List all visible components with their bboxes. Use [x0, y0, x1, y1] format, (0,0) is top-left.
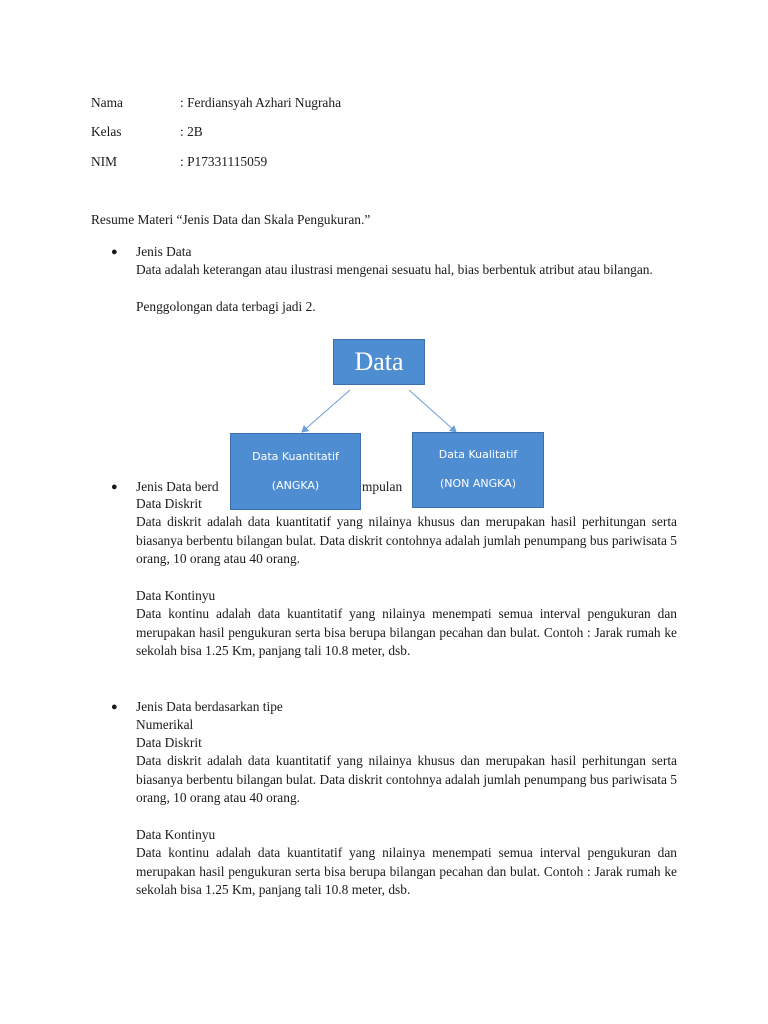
section3-sub2-body: Data kontinu adalah data kuantitatif yang nilainya menempati semua interval pengukuran dan merupakan hasil pengukuran serta bisa berupa bilangan pecahan dan bulat. Contoh : Jarak rumah ke sekolah bisa 1.25 Km, panjang tali 10.8 meter, dsb. [136, 845, 677, 897]
section2-heading-left: Jenis Data berd [136, 479, 219, 494]
bullet-icon: ● [111, 701, 118, 713]
diagram-right-box [412, 432, 544, 508]
section3-sub2-title: Data Kontinyu [136, 827, 216, 842]
section1-paragraph: Data adalah keterangan atau ilustrasi mengenai sesuatu hal, bias berbentuk atribut atau bilangan. [136, 262, 653, 277]
value-nim: : P17331115059 [180, 154, 268, 169]
arrow-left [302, 390, 350, 432]
label-nim: NIM [91, 154, 118, 169]
diagram-root-label: Data [354, 347, 404, 376]
value-nama: : Ferdiansyah Azhari Nugraha [180, 95, 342, 110]
value-kelas: : 2B [180, 124, 203, 139]
diagram-right-line2: (NON ANGKA) [439, 477, 517, 490]
document-title: Resume Materi “Jenis Data dan Skala Pengukuran.” [91, 212, 371, 227]
label-kelas: Kelas [91, 124, 122, 139]
section2-heading-right: mpulan [362, 479, 403, 494]
label-nama: Nama [91, 95, 123, 110]
diagram-left-line1: Data Kuantitatif [252, 450, 339, 463]
section2-sub1-body: Data diskrit adalah data kuantitatif yang nilainya khusus dan merupakan hasil perhitungan serta biasanya berbentu bilangan bulat. Data diskrit contohnya adalah jumlah penumpang bus pariwisata 5 orang, 10 orang atau 40 orang. [136, 514, 677, 566]
diagram-root-box [333, 339, 425, 385]
diagram-left-line2: (ANGKA) [271, 479, 320, 492]
section3-heading: Jenis Data berdasarkan tipe [136, 699, 283, 714]
arrow-right [409, 390, 456, 432]
diagram-arrows [0, 0, 768, 480]
section1-note: Penggolongan data terbagi jadi 2. [136, 299, 316, 314]
section1-heading: Jenis Data [136, 244, 192, 259]
bullet-icon: ● [111, 246, 118, 258]
section2-sub2-body: Data kontinu adalah data kuantitatif yang nilainya menempati semua interval pengukuran dan merupakan hasil pengukuran serta bisa berupa bilangan pecahan dan bulat. Contoh : Jarak rumah ke sekolah bisa 1.25 Km, panjang tali 10.8 meter, dsb. [136, 606, 677, 658]
section3-sub1-body: Data diskrit adalah data kuantitatif yang nilainya khusus dan merupakan hasil perhitungan serta biasanya berbentu bilangan bulat. Data diskrit contohnya adalah jumlah penumpang bus pariwisata 5 orang, 10 orang atau 40 orang. [136, 753, 677, 805]
section3-sub1-title: Data Diskrit [136, 735, 202, 750]
diagram-left-box [230, 433, 361, 510]
section2-sub2-title: Data Kontinyu [136, 588, 216, 603]
section2-sub1-title: Data Diskrit [136, 496, 202, 511]
bullet-icon: ● [111, 481, 118, 493]
section3-subheading: Numerikal [136, 717, 194, 732]
diagram-right-line1: Data Kualitatif [438, 448, 518, 461]
